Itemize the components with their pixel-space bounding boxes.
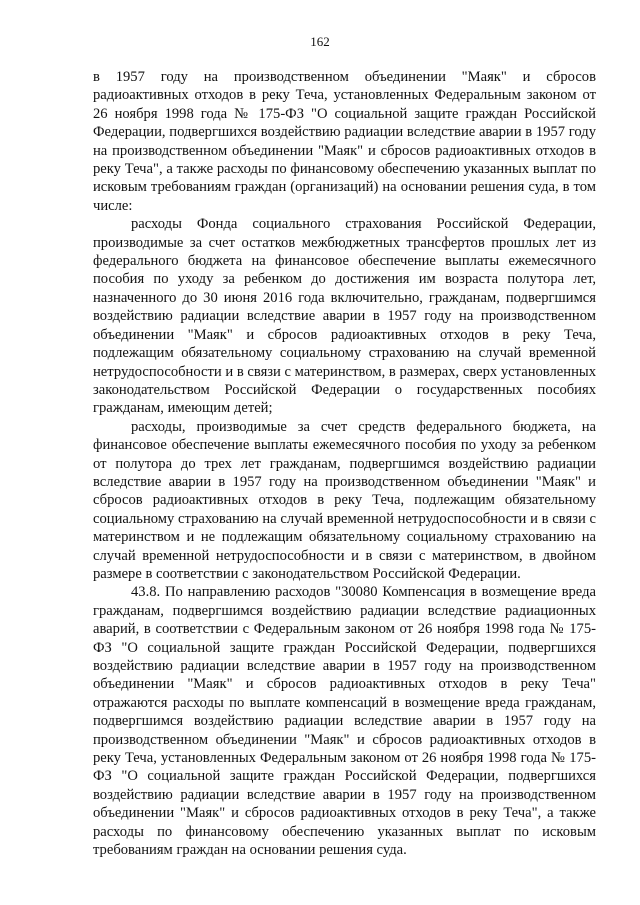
paragraph: в 1957 году на производственном объединении "Маяк" и сбросов радиоактивных отходов в реку Теча, установленных Федеральным законом от 26 ноября 1998 года № 175-ФЗ "О социальной защите граждан Российской Федерации, подвергшихся воздействию радиации вследствие аварии в 1957 году на производственном объединении "Маяк" и сбросов радиоактивных отходов в реку Теча", а также расходы по финансовому обеспечению указанных выплат по исковым требованиям граждан (организаций) на основании решения суда, в том числе: [93, 69, 596, 214]
page-number: 162 [310, 34, 330, 49]
paragraph: расходы Фонда социального страхования Российской Федерации, производимые за счет остатков межбюджетных трансфертов прошлых лет из федерального бюджета на финансовое обеспечение выплаты ежемесячного пособия по уходу за ребенком до достижения им возраста полутора лет, назначенного до 30 июня 2016 года включительно, гражданам, подвергшимся воздействию радиации вследствие аварии в 1957 году на производственном объединении "Маяк" и сбросов радиоактивных отходов в реку Теча, подлежащим обязательному социальному страхованию на случай временной нетрудоспособности и в связи с материнством, в размерах, сверх установленных законодательством Российской Федерации о государственных пособиях гражданам, имеющим детей; [93, 216, 596, 417]
paragraph: расходы, производимые за счет средств федерального бюджета, на финансовое обеспечение выплаты ежемесячного пособия по уходу за ребенком от полутора до трех лет гражданам, подвергшимся воздействию радиации вследствие аварии в 1957 году на производственном объединении "Маяк" и сбросов радиоактивных отходов в реку Теча, подлежащим обязательному социальному страхованию на случай временной нетрудоспособности и в связи с материнством и не подлежащим обязательному социальному страхованию на случай временной нетрудоспособности и в связи с материнством, в двойном размере в соответствии с законодательством Российской Федерации. [93, 418, 596, 582]
paragraph: 43.8. По направлению расходов "30080 Компенсация в возмещение вреда гражданам, подвергшимся воздействию радиации вследствие радиационных аварий, в соответствии с Федеральным законом от 26 ноября 1998 года № 175-ФЗ "О социальной защите граждан Российской Федерации, подвергшихся воздействию радиации вследствие аварии в 1957 году на производственном объединении "Маяк" и сбросов радиоактивных отходов в реку Теча" отражаются расходы по выплате компенсаций в возмещение вреда гражданам, подвергшимся воздействию радиации вследствие аварии в 1957 году на производственном объединении "Маяк" и сбросов радиоактивных отходов в реку Теча, установленных Федеральным законом от 26 ноября 1998 года № 175-ФЗ "О социальной защите граждан Российской Федерации, подвергшихся воздействию радиации вследствие аварии в 1957 году на производственном объединении "Маяк" и сбросов радиоактивных отходов в реку Теча", а также расходы по финансовому обеспечению указанных выплат по исковым требованиям граждан на основании решения суда. [93, 584, 596, 859]
document-body [93, 68, 596, 859]
